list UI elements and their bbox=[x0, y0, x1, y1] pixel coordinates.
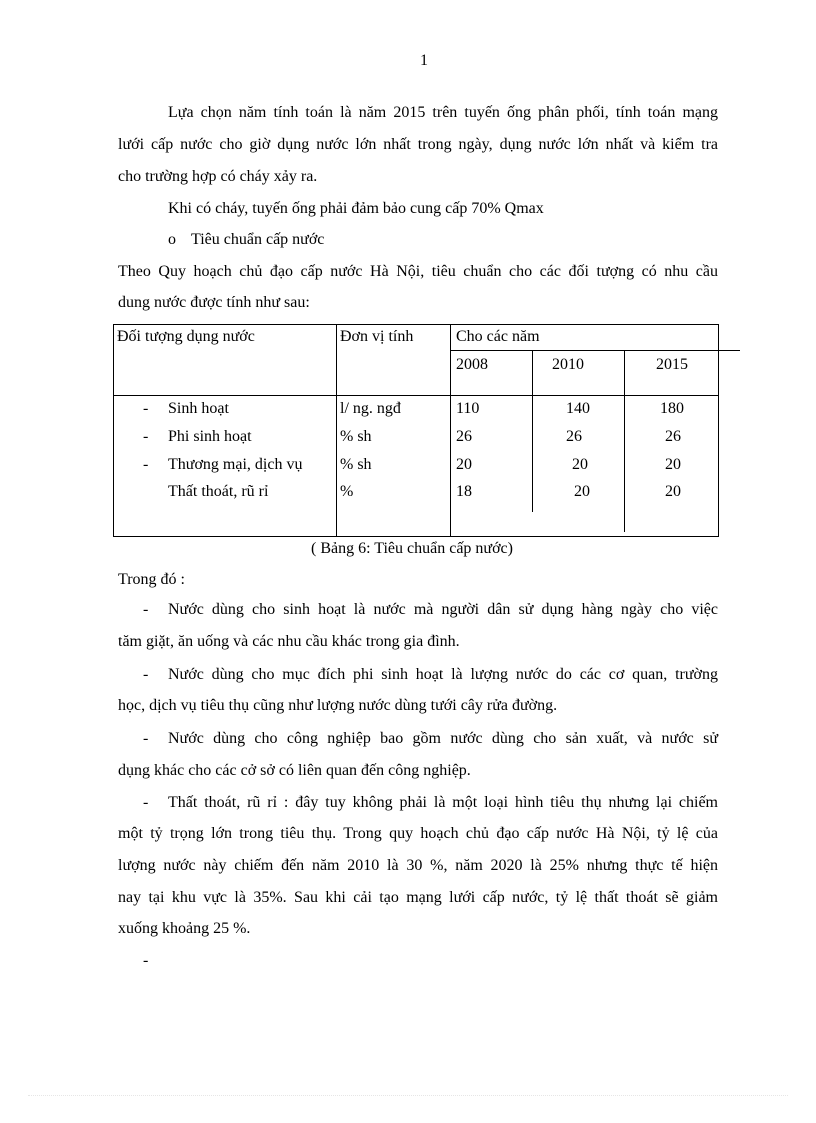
trailing-dash: - bbox=[143, 952, 149, 969]
list-item-4-line-3: lượng nước này chiếm đến năm 2010 là 30 %, năm 2020 là 25% nhưng thực tế hiện bbox=[118, 857, 718, 874]
table-row-subject: Thất thoát, rũ rỉ bbox=[168, 483, 269, 500]
list-bullet: - bbox=[143, 794, 149, 811]
list-bullet: - bbox=[143, 730, 149, 747]
table-row-2008: 26 bbox=[456, 428, 472, 445]
header-year-2015: 2015 bbox=[656, 356, 688, 373]
table-row-2010: 140 bbox=[566, 400, 590, 417]
header-unit: Đơn vị tính bbox=[340, 328, 414, 345]
list-bullet: - bbox=[143, 601, 149, 618]
table-row-subject: Phi sinh hoạt bbox=[168, 428, 252, 445]
trong-do-label: Trong đó : bbox=[118, 571, 185, 588]
page-bottom-edge bbox=[28, 1095, 788, 1096]
table-row-unit: % sh bbox=[340, 428, 372, 445]
page-number: 1 bbox=[420, 52, 428, 69]
list-item-1-line-2: tăm giặt, ăn uống và các nhu cầu khác trong gia đình. bbox=[118, 633, 460, 650]
header-year-2010: 2010 bbox=[552, 356, 584, 373]
list-item-4-line-4: nay tại khu vực là 35%. Sau khi cải tạo mạng lưới cấp nước, tỷ lệ thất thoát sẽ giảm bbox=[118, 889, 718, 906]
list-item-4-line-2: một tỷ trọng lớn trong tiêu thụ. Trong quy hoạch chủ đạo cấp nước Hà Nội, tỷ lệ của bbox=[118, 825, 718, 842]
table-divider bbox=[624, 350, 625, 532]
intro-line-3: cho trường hợp có cháy xảy ra. bbox=[118, 168, 318, 185]
table-row-2010: 26 bbox=[566, 428, 582, 445]
list-item-3-line-1: Nước dùng cho công nghiệp bao gồm nước dùng cho sản xuất, và nước sử bbox=[168, 730, 718, 747]
fire-requirement: Khi có cháy, tuyến ống phải đảm bảo cung cấp 70% Qmax bbox=[168, 200, 544, 217]
header-subject: Đối tượng dụng nước bbox=[117, 328, 255, 345]
table-row-2015: 26 bbox=[665, 428, 681, 445]
list-item-4-line-1: Thất thoát, rũ rỉ : đây tuy không phải là một loại hình tiêu thụ nhưng lại chiếm bbox=[168, 794, 718, 811]
table-row-dash: - bbox=[143, 400, 149, 417]
header-years: Cho các năm bbox=[456, 328, 540, 345]
list-item-2-line-1: Nước dùng cho mục đích phi sinh hoạt là lượng nước do các cơ quan, trường bbox=[168, 666, 718, 683]
table-row-subject: Thương mại, dịch vụ bbox=[168, 456, 303, 473]
list-item-2-line-2: học, dịch vụ tiêu thụ cũng như lượng nước dùng tưới cây rửa đường. bbox=[118, 697, 558, 714]
table-row-unit: % sh bbox=[340, 456, 372, 473]
table-caption: ( Bảng 6: Tiêu chuẩn cấp nước) bbox=[311, 540, 513, 557]
intro-standard-line-2: dung nước được tính như sau: bbox=[118, 294, 310, 311]
list-item-1-line-1: Nước dùng cho sinh hoạt là nước mà người dân sử dụng hàng ngày cho việc bbox=[168, 601, 718, 618]
table-row-2015: 20 bbox=[665, 456, 681, 473]
header-year-2008: 2008 bbox=[456, 356, 488, 373]
list-bullet: - bbox=[143, 666, 149, 683]
table-row-unit: l/ ng. ngđ bbox=[340, 400, 401, 417]
bullet-marker: o bbox=[168, 231, 176, 248]
intro-line-2: lưới cấp nước cho giờ dụng nước lớn nhất trong ngày, dụng nước lớn nhất và kiểm tra bbox=[118, 136, 718, 153]
table-row-2008: 20 bbox=[456, 456, 472, 473]
table-row-dash: - bbox=[143, 456, 149, 473]
list-item-3-line-2: dụng khác cho các cở sở có liên quan đến công nghiệp. bbox=[118, 762, 471, 779]
table-divider bbox=[113, 395, 718, 396]
table-row-2008: 18 bbox=[456, 483, 472, 500]
table-row-unit: % bbox=[340, 483, 354, 500]
table-row-2015: 20 bbox=[665, 483, 681, 500]
table-row-subject: Sinh hoạt bbox=[168, 400, 229, 417]
intro-line-1: Lựa chọn năm tính toán là năm 2015 trên tuyến ống phân phối, tính toán mạng bbox=[168, 104, 718, 121]
table-row-2008: 110 bbox=[456, 400, 480, 417]
list-item-4-line-5: xuống khoảng 25 %. bbox=[118, 920, 251, 937]
table-row-dash: - bbox=[143, 428, 149, 445]
table-row-2010: 20 bbox=[574, 483, 590, 500]
table-row-2010: 20 bbox=[572, 456, 588, 473]
intro-standard-line-1: Theo Quy hoạch chủ đạo cấp nước Hà Nội, tiêu chuẩn cho các đối tượng có nhu cầu bbox=[118, 263, 718, 280]
table-divider bbox=[450, 324, 451, 536]
section-heading: Tiêu chuẩn cấp nước bbox=[191, 231, 325, 248]
table-divider bbox=[336, 324, 337, 536]
table-row-2015: 180 bbox=[660, 400, 684, 417]
table-divider bbox=[450, 350, 740, 351]
table-divider bbox=[532, 350, 533, 512]
